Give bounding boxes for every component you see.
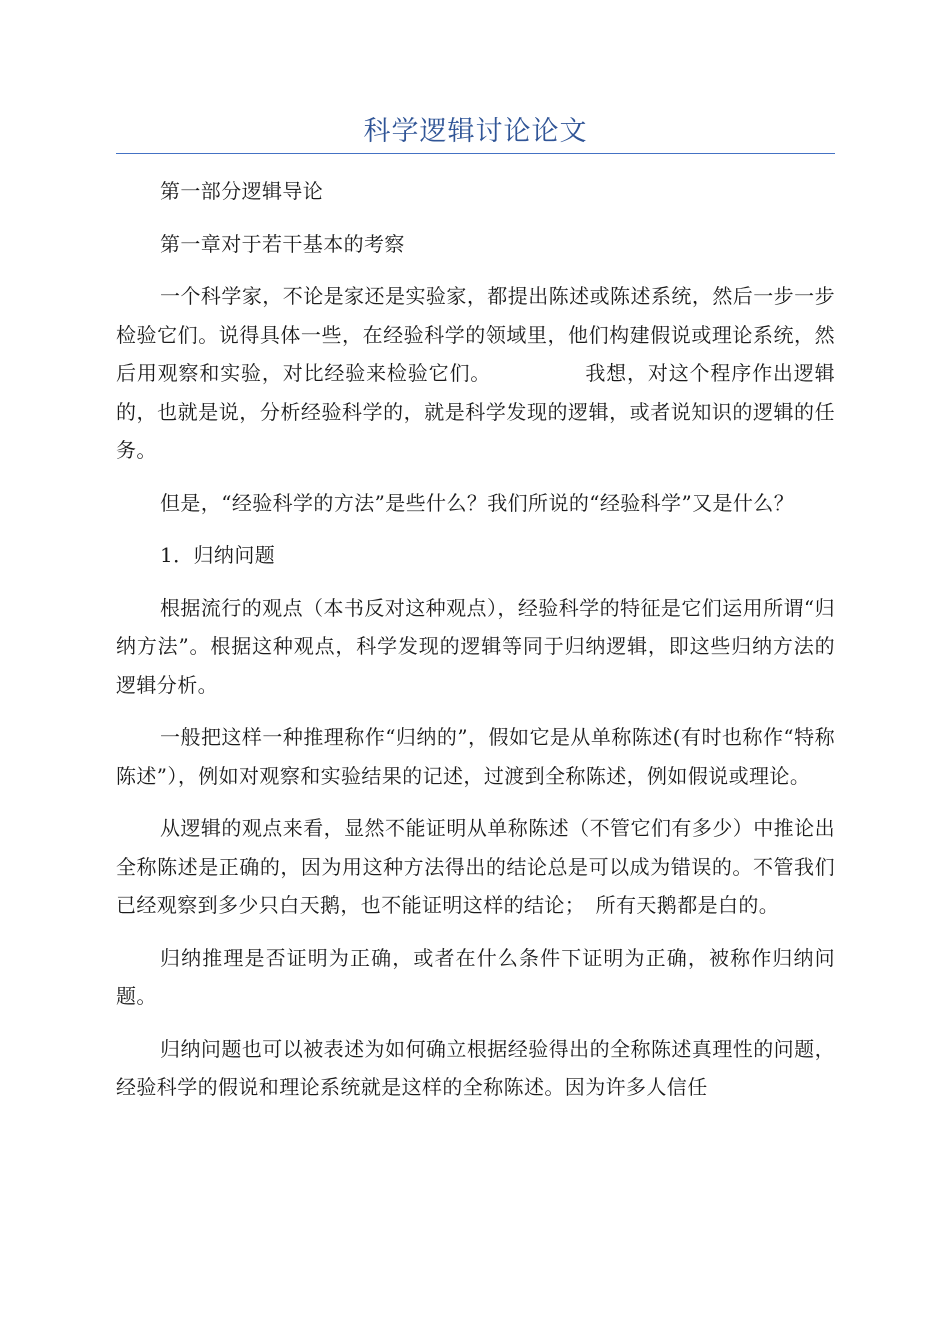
paragraph: 但是，“经验科学的方法”是些什么？我们所说的“经验科学”又是什么？ [160,490,795,515]
paragraph: 一个科学家，不论是家还是实验家，都提出陈述或陈述系统，然后一步一步检验它们。说得具体一些，在经验科学的领域里，他们构建假说或理论系统，然后用观察和实验，对比经验来检验它们。 我想，对这个程序作出逻辑的，也就是说，分析经验科学的，就是科学发现的逻辑，或者说知识的逻辑的任务。 [116,284,835,462]
paragraph: 一般把这样一种推理称作“归纳的”，假如它是从单称陈述(有时也称作“特称陈述”），例如对观察和实验结果的记述，过渡到全称陈述，例如假说或理论。 [116,725,835,788]
document-body [116,172,835,1121]
paragraph: 从逻辑的观点来看，显然不能证明从单称陈述（不管它们有多少）中推论出全称陈述是正确的，因为用这种方法得出的结论总是可以成为错误的。不管我们已经观察到多少只白天鹅，也不能证明这样的结论； 所有天鹅都是白的。 [116,816,835,917]
document-title: 科学逻辑讨论论文 [363,116,588,147]
paragraph: 根据流行的观点（本书反对这种观点），经验科学的特征是它们运用所谓“归纳方法”。根据这种观点，科学发现的逻辑等同于归纳逻辑，即这些归纳方法的逻辑分析。 [116,595,835,697]
paragraph: 归纳问题也可以被表述为如何确立根据经验得出的全称陈述真理性的问题，经验科学的假说和理论系统就是这样的全称陈述。因为许多人信任 [116,1036,835,1099]
title-underline [116,153,835,154]
chapter-heading: 第一章对于若干基本的考察 [160,231,405,256]
part-heading: 第一部分逻辑导论 [160,179,324,203]
section-heading: 1．归纳问题 [160,543,276,567]
paragraph: 归纳推理是否证明为正确，或者在什么条件下证明为正确，被称作归纳问题。 [116,945,835,1008]
